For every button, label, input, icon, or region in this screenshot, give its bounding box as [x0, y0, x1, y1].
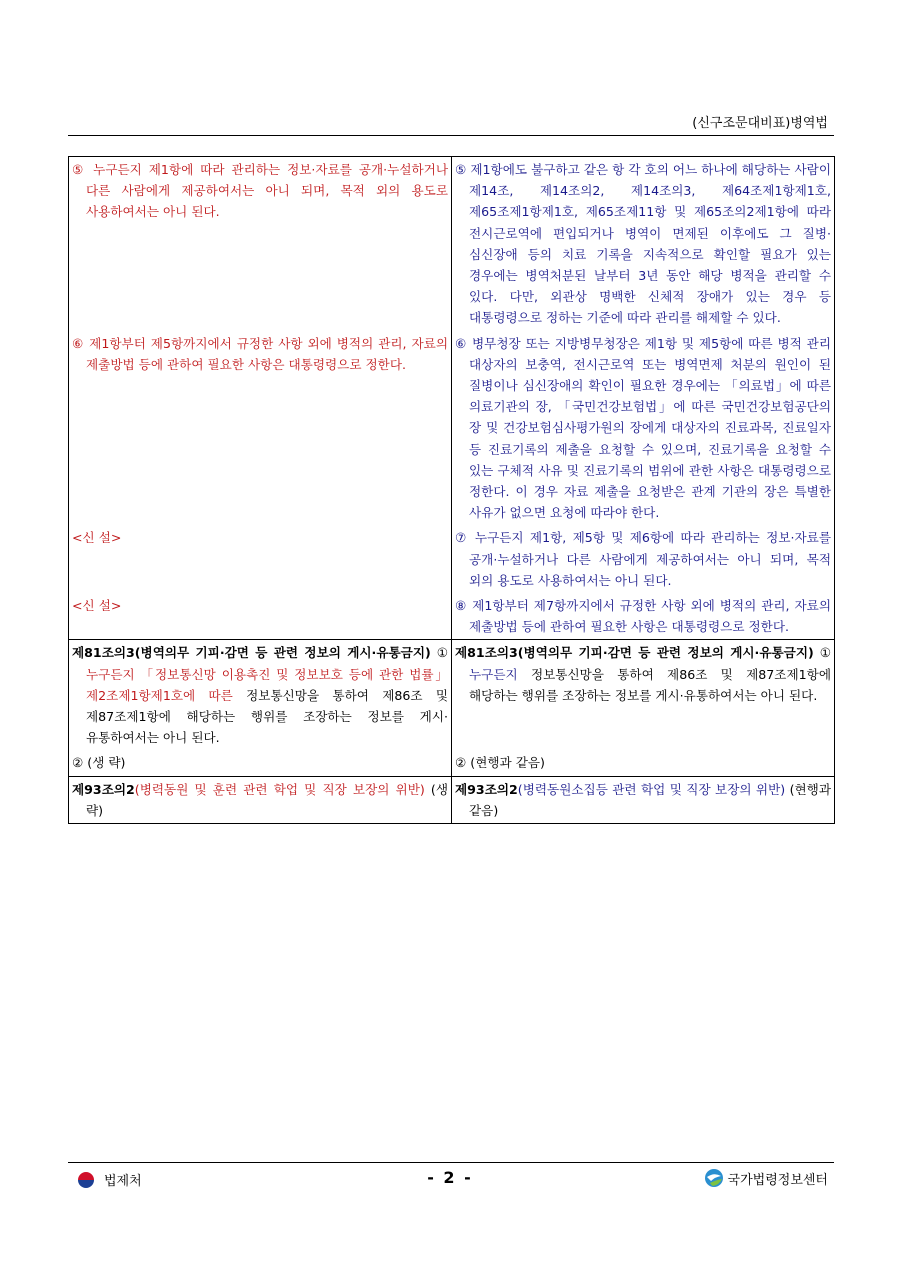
footer-right [704, 1168, 828, 1188]
new-article-81-3-item-2: ② (현행과 같음) [455, 755, 545, 771]
old-provision-cell [69, 331, 452, 526]
article-heading: 제81조의3(병역의무 기피·감면 등 관련 정보의 게시·유통금지) [455, 645, 814, 661]
table-row [69, 640, 835, 751]
new-clause-7: ⑦ 누구든지 제1항, 제5항 및 제6항에 따라 관리하는 정보·자료를 공개·누설하거나 다른 사람에게 제공하여서는 아니 되며, 목적 외의 용도로 사용하여서는 아니 된다. [455, 530, 831, 588]
changed-text: 누구든지 「정보통신망 이용촉진 및 정보보호 등에 관한 법률」 제2조제1항제1호에 따른 [86, 666, 448, 703]
new-provision-cell [452, 593, 835, 640]
table-row [69, 750, 835, 776]
old-provision-cell [69, 750, 452, 776]
old-provision-cell [69, 593, 452, 640]
table-row [69, 776, 835, 823]
changed-text: (병력동원 및 훈련 관련 학업 및 직장 보장의 위반) [134, 781, 425, 797]
changed-text: (병력동원소집등 관련 학업 및 직장 보장의 위반) [517, 781, 786, 797]
new-insertion-label: <신 설> [72, 530, 122, 546]
law-center-logo-icon [704, 1168, 724, 1188]
old-article-81-3: 제81조의3(병역의무 기피·감면 등 관련 정보의 게시·유통금지) ① 누구든지 「정보통신망 이용촉진 및 정보보호 등에 관한 법률」 제2조제1항제1호에 따른 정보통신망을 통하여 제86조 및 제87조제1항에 해당하는 행위를 조장하는 정보를 게시·유통하여서는 아니 된다. [72, 645, 449, 746]
document-title: (신구조문대비표)병역법 [692, 116, 828, 131]
new-article-81-3: 제81조의3(병역의무 기피·감면 등 관련 정보의 게시·유통금지) ① 누구든지 정보통신망을 통하여 제86조 및 제87조제1항에 해당하는 행위를 조장하는 정보를 게시·유통하여서는 아니 된다. [455, 645, 831, 703]
new-article-93-2: 제93조의2(병력동원소집등 관련 학업 및 직장 보장의 위반) (현행과 같음) [455, 781, 831, 818]
old-article-93-2: 제93조의2(병력동원 및 훈련 관련 학업 및 직장 보장의 위반) (생 략) [72, 781, 448, 818]
new-provision-cell [452, 157, 835, 331]
article-heading: 제93조의2 [455, 781, 518, 797]
old-article-81-3-item-2: ② (생 략) [72, 755, 126, 771]
old-provision-cell [69, 157, 452, 331]
old-provision-cell [69, 776, 452, 823]
table-row [69, 157, 835, 331]
article-heading: 제93조의2 [72, 781, 135, 797]
table-row [69, 331, 835, 526]
page-number: - 2 - [427, 1168, 473, 1187]
new-provision-cell [452, 640, 835, 751]
old-provision-cell [69, 525, 452, 593]
new-provision-cell [452, 525, 835, 593]
comparison-table [68, 156, 835, 824]
new-provision-cell [452, 776, 835, 823]
changed-text: 누구든지 [469, 666, 518, 682]
old-provision-cell [69, 640, 452, 751]
new-clause-8: ⑧ 제1항부터 제7항까지에서 규정한 사항 외에 병적의 관리, 자료의 제출방법 등에 관하여 필요한 사항은 대통령령으로 정한다. [455, 598, 831, 635]
law-center-label: 국가법령정보센터 [727, 1172, 828, 1188]
new-provision-cell [452, 750, 835, 776]
table-row [69, 525, 835, 593]
new-clause-5: ⑤ 제1항에도 불구하고 같은 항 각 호의 어느 하나에 해당하는 사람이 제14조, 제14조의2, 제14조의3, 제64조제1항제1호, 제65조제1항제1호, 제65조제11항 및 제65조의2제1항에 따라 전시근로역에 편입되거나 병역이 면제된 이후에도 그 질병·심신장애 등의 치료 기록을 지속적으로 확인할 필요가 있는 경우에는 병역처분된 날부터 3년 동안 해당 병적을 관리할 수 있다. 다만, 외관상 명백한 신체적 장애가 있는 경우 등 대통령령으로 정하는 기준에 따라 관리를 해제할 수 있다. [455, 162, 831, 326]
new-provision-cell [452, 331, 835, 526]
new-insertion-label: <신 설> [72, 598, 122, 614]
header-divider [68, 135, 834, 136]
article-heading: 제81조의3(병역의무 기피·감면 등 관련 정보의 게시·유통금지) [72, 645, 431, 661]
new-clause-6: ⑥ 병무청장 또는 지방병무청장은 제1항 및 제5항에 따른 병적 관리 대상자의 보충역, 전시근로역 또는 병역면제 처분의 원인이 된 질병이나 심신장애의 확인이 필요한 경우에는 「의료법」에 따른 의료기관의 장, 「국민건강보험법」에 따른 국민건강보험공단의 장 및 건강보험심사평가원의 장에게 대상자의 진료과목, 진료일자 등 진료기록의 제출을 요청할 수 있으며, 진료기록을 요청할 수 있는 구체적 사유 및 진료기록의 범위에 관한 사항은 대통령령으로 정한다. 이 경우 자료 제출을 요청받은 관계 기관의 장은 특별한 사유가 없으면 요청에 따라야 한다. [455, 335, 831, 521]
old-clause-5: ⑤ 누구든지 제1항에 따라 관리하는 정보·자료를 공개·누설하거나 다른 사람에게 제공하여서는 아니 되며, 목적 외의 용도로 사용하여서는 아니 된다. [72, 162, 448, 220]
ministry-label: 법제처 [104, 1174, 142, 1189]
footer-divider [68, 1162, 834, 1163]
old-clause-6: ⑥ 제1항부터 제5항까지에서 규정한 사항 외에 병적의 관리, 자료의 제출방법 등에 관하여 필요한 사항은 대통령령으로 정한다. [72, 335, 448, 372]
table-row [69, 593, 835, 640]
